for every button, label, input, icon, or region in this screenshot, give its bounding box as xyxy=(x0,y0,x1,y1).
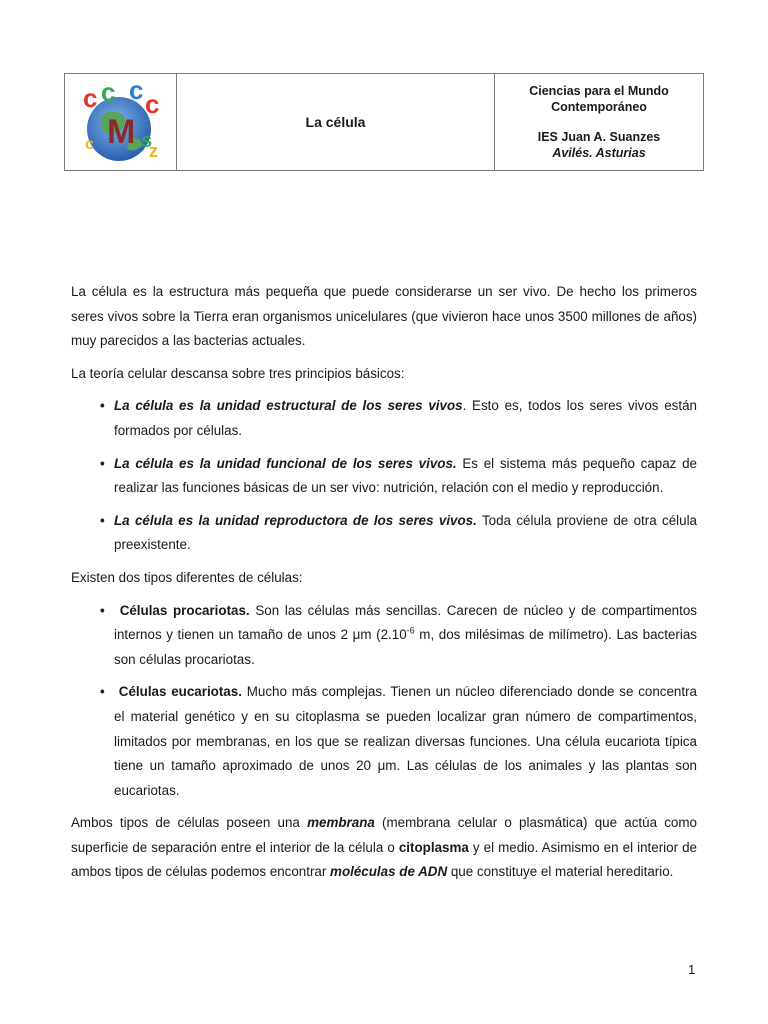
cell-type-heading: Células procariotas. xyxy=(119,602,250,618)
svg-text:c: c xyxy=(82,83,97,113)
document-body xyxy=(71,280,697,893)
cell-theory-intro: La teoría celular descansa sobre tres principios básicos: xyxy=(71,365,405,381)
cell-types-list xyxy=(71,599,697,804)
term-adn: moléculas de ADN xyxy=(330,864,448,880)
list-item xyxy=(114,680,697,803)
svg-text:M: M xyxy=(106,113,135,151)
cell-types-intro: Existen dos tipos diferentes de células: xyxy=(71,569,303,585)
principle-text: Es el sistema más pequeño capaz de realizar las funciones básicas de un ser vivo: nutrición, relación con el medio y reproducción. xyxy=(114,455,697,496)
principle-heading: La célula es la unidad reproductora de los seres vivos. xyxy=(114,512,477,528)
principle-heading: La célula es la unidad estructural de los seres vivos xyxy=(114,398,463,414)
principle-heading: La célula es la unidad funcional de los seres vivos. xyxy=(114,455,457,471)
list-item xyxy=(114,394,697,443)
svg-text:s: s xyxy=(140,130,152,152)
text-run: Ambos tipos de células poseen una xyxy=(71,815,308,831)
text-run: (membrana celular o plasmática) que actúa como superficie de separación entre el interior de la célula o xyxy=(71,815,697,855)
closing-paragraph xyxy=(71,811,697,885)
principle-text: Toda célula proviene de otra célula preexistente. xyxy=(114,512,697,553)
school-location: Avilés. Asturias xyxy=(552,146,646,160)
cell-type-text: Son las células más sencillas. Carecen de núcleo y de compartimentos internos y tienen un tamaño de unos 2 μm (2.10 xyxy=(114,602,697,643)
course-name-line2: Contemporáneo xyxy=(551,100,647,114)
cell-type-heading: Células eucariotas. xyxy=(118,684,242,700)
header-table xyxy=(64,73,704,171)
term-membrana: membrana xyxy=(307,815,375,831)
text-run: y el medio. Asimismo en el interior de ambos tipos de células podemos encontrar xyxy=(71,839,697,880)
school-name: IES Juan A. Suanzes xyxy=(537,130,661,144)
cell-type-text: Mucho más complejas. Tienen un núcleo diferenciado donde se concentra el material genético y en su citoplasma se pueden localizar gran número de compartimentos, limitados por membranas, en los que se realizan diversas funciones. Una célula eucariota típica tiene un tamaño aproximado de unos 20 μm. Las células de los animales y las plantas son eucariotas. xyxy=(114,684,697,798)
svg-text:c: c xyxy=(128,77,143,105)
document-title: La célula xyxy=(305,114,366,130)
term-citoplasma: citoplasma xyxy=(398,839,469,855)
svg-text:c: c xyxy=(144,89,159,119)
list-item xyxy=(114,452,697,501)
page-number: 1 xyxy=(688,962,696,977)
list-item xyxy=(114,509,697,558)
course-name-line1: Ciencias para el Mundo xyxy=(529,84,669,98)
svg-text:c: c xyxy=(84,136,94,153)
principles-list xyxy=(71,394,697,558)
exponent: -6 xyxy=(406,625,415,636)
svg-text:z: z xyxy=(148,141,158,161)
logo-cell xyxy=(65,74,177,170)
cell-type-text-cont: m, dos milésimas de milímetro). Las bacterias son células procariotas. xyxy=(114,627,697,667)
text-run: que constituye el material hereditario. xyxy=(447,864,674,880)
svg-text:c: c xyxy=(100,77,115,107)
intro-paragraph: La célula es la estructura más pequeña que puede considerarse un ser vivo. De hecho los primeros seres vivos sobre la Tierra eran organismos unicelulares (que vivieron hace unos 3500 millones de años) muy parecidos a las bacterias actuales. xyxy=(71,284,697,349)
title-cell xyxy=(177,74,495,170)
list-item xyxy=(114,599,697,673)
school-logo xyxy=(71,77,171,167)
info-cell xyxy=(495,74,703,170)
principle-text: . Esto es, todos los seres vivos están formados por células. xyxy=(114,398,697,438)
